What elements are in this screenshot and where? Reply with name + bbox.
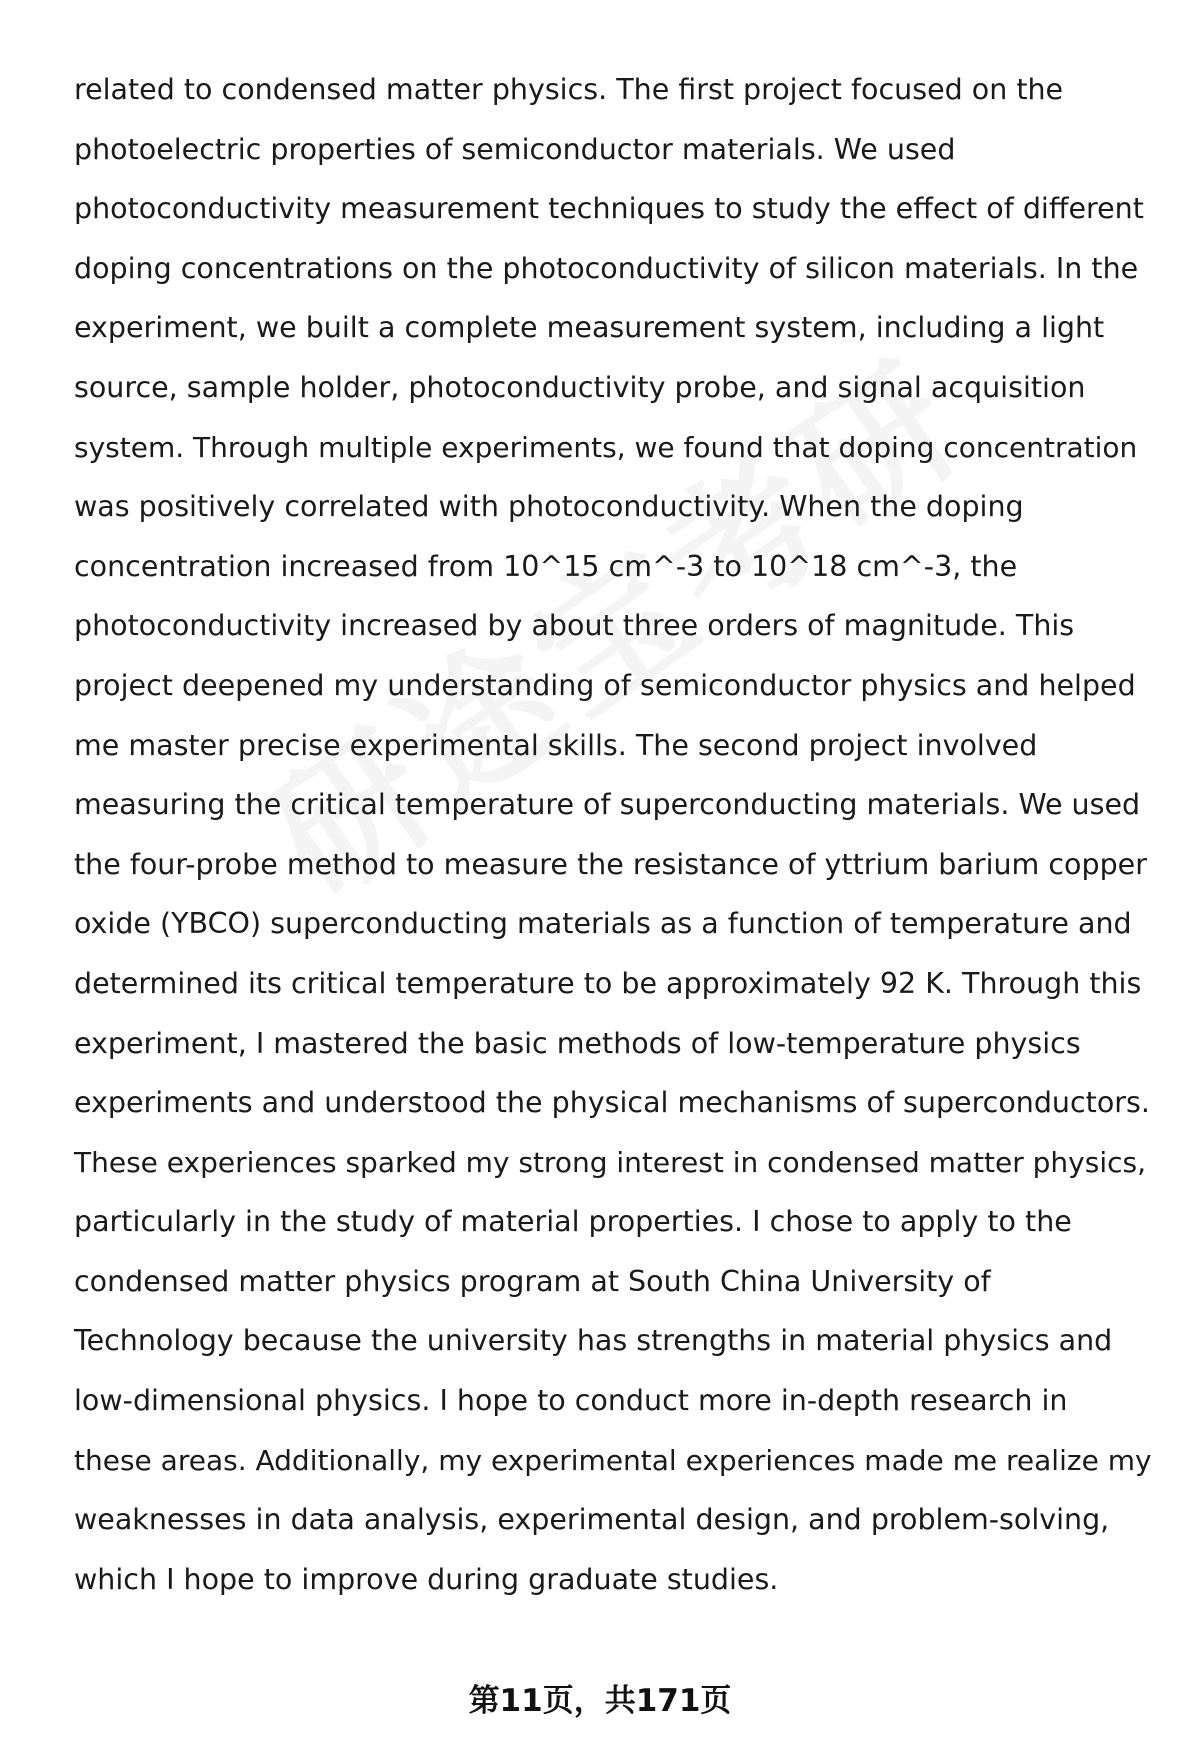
text-line: photoconductivity measurement techniques to study the effect of different (74, 192, 1144, 226)
text-line: source, sample holder, photoconductivity probe, and signal acquisition (74, 370, 1086, 404)
text-line: low-dimensional physics. I hope to conduct more in-depth research in (74, 1384, 1068, 1418)
text-line: concentration increased from 10^15 cm^-3 to 10^18 cm^-3, the (74, 549, 1018, 583)
text-line: was positively correlated with photoconductivity. When the doping (74, 490, 1024, 524)
text-line: photoconductivity increased by about three orders of magnitude. This (74, 609, 1075, 643)
text-line: These experiences sparked my strong interest in condensed matter physics, (74, 1145, 1146, 1179)
text-line: experiment, we built a complete measurement system, including a light (74, 311, 1105, 345)
text-line: which I hope to improve during graduate studies. (74, 1562, 779, 1596)
text-line: weaknesses in data analysis, experimental design, and problem-solving, (74, 1503, 1110, 1537)
text-line: Technology because the university has strengths in material physics and (74, 1324, 1113, 1358)
text-line: related to condensed matter physics. The first project focused on the (74, 73, 1064, 106)
text-line: the four-probe method to measure the resistance of yttrium barium copper (74, 847, 1147, 881)
text-line: condensed matter physics program at South China University of (74, 1264, 991, 1298)
text-line: particularly in the study of material properties. I chose to apply to the (74, 1205, 1072, 1239)
text-line: project deepened my understanding of semiconductor physics and helped (74, 668, 1136, 702)
text-line: doping concentrations on the photoconductivity of silicon materials. In the (74, 251, 1139, 285)
text-line: measuring the critical temperature of superconducting materials. We used (74, 788, 1141, 822)
text-line: system. Through multiple experiments, we found that doping concentration (74, 430, 1138, 464)
text-line: oxide (YBCO) superconducting materials as a function of temperature and (74, 907, 1132, 941)
text-line: experiment, I mastered the basic methods of low-temperature physics (74, 1026, 1081, 1060)
text-line: me master precise experimental skills. The second project involved (74, 728, 1038, 762)
text-line: these areas. Additionally, my experimental experiences made me realize my (74, 1443, 1152, 1477)
body-text (74, 60, 1154, 1609)
text-line: photoelectric properties of semiconductor materials. We used (74, 132, 956, 166)
page-number: 第11页，共171页 (468, 1683, 732, 1719)
text-line: experiments and understood the physical mechanisms of superconductors. (74, 1086, 1150, 1120)
text-line: determined its critical temperature to be approximately 92 K. Through this (74, 966, 1142, 1000)
